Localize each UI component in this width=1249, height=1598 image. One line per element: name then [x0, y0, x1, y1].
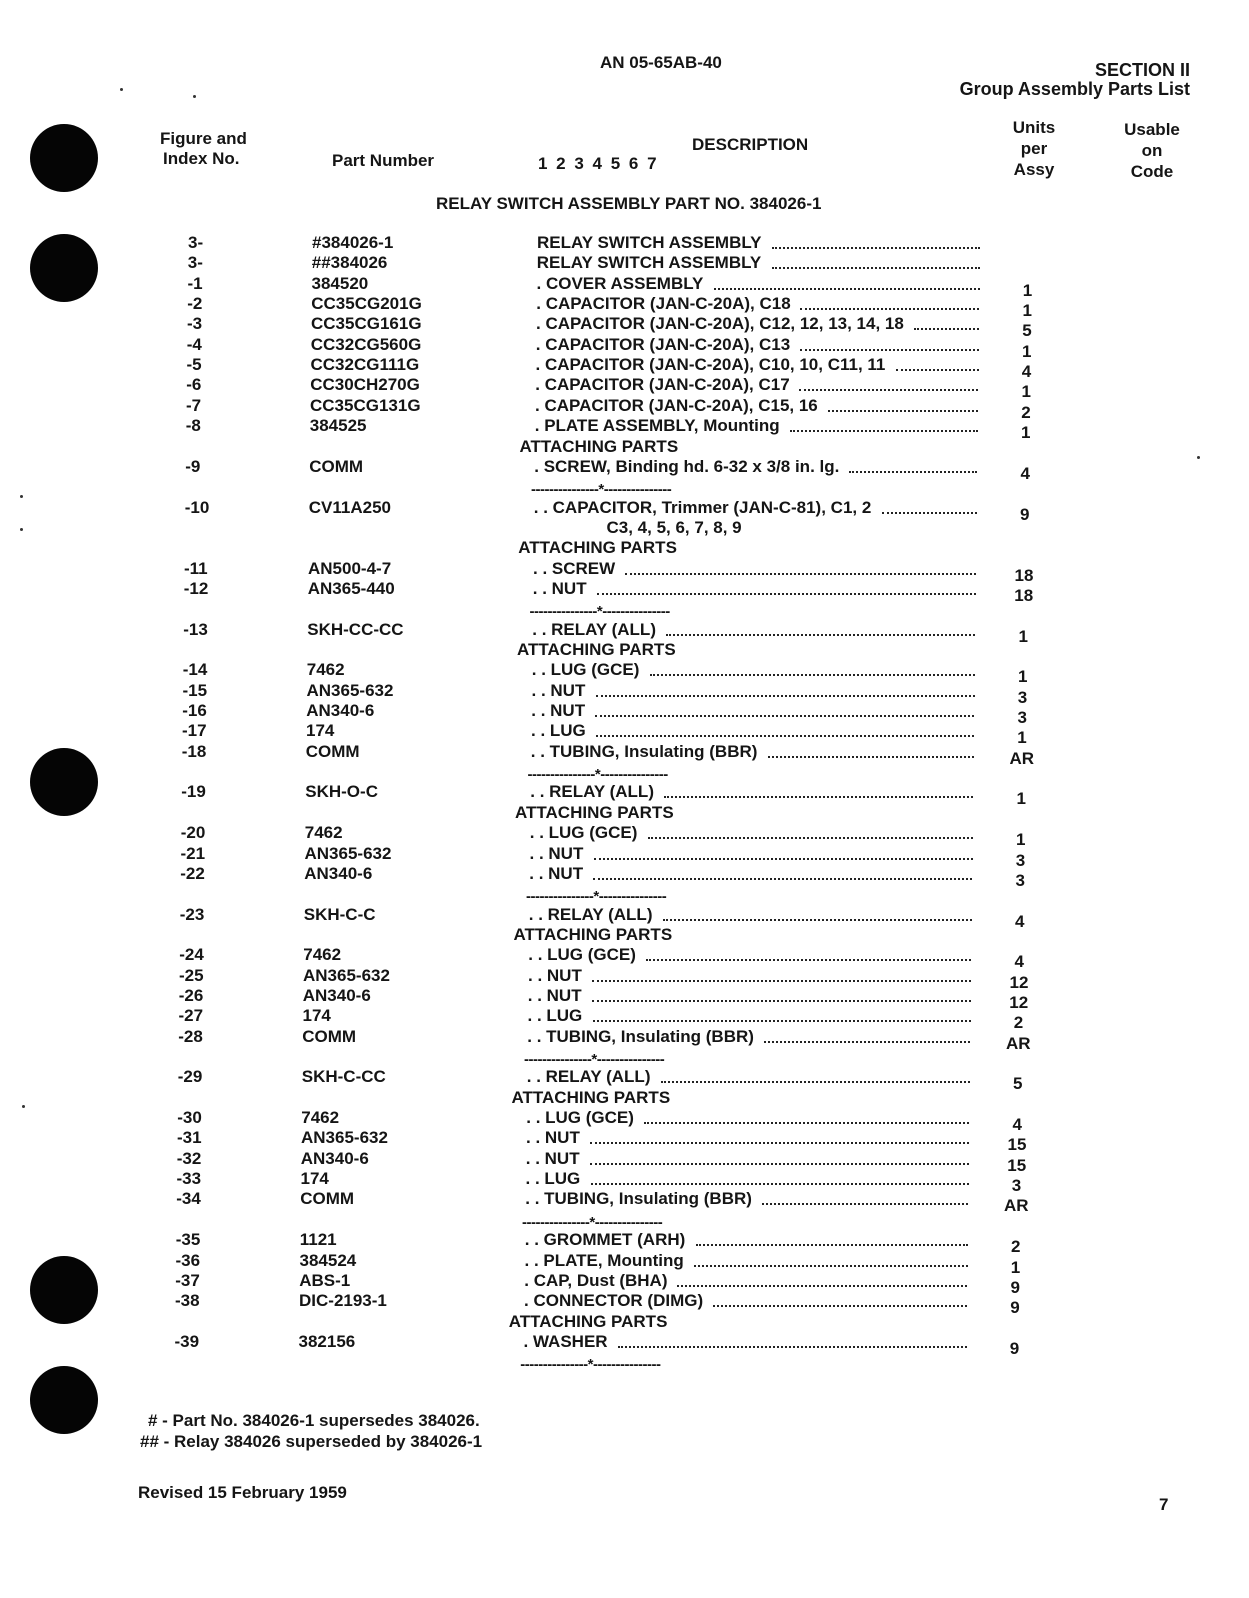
units-per-assy: 1 [1017, 728, 1027, 748]
part-number: ##384026 [311, 253, 388, 273]
figure-index: -5 [186, 355, 202, 375]
units-per-assy: 1 [1021, 423, 1031, 443]
attaching-parts-heading: ATTACHING PARTS [517, 640, 676, 659]
units-per-assy: 2 [1021, 402, 1031, 422]
dot-leader [828, 410, 978, 412]
row-separator: ---------------*--------------- [520, 1356, 661, 1374]
figure-index: 3- [187, 253, 203, 273]
dot-leader [593, 878, 972, 880]
part-number: 384525 [309, 416, 367, 436]
item-description: . CAPACITOR (JAN-C-20A), C18 [536, 294, 791, 314]
figure-index: -26 [178, 985, 204, 1005]
dot-leader [772, 247, 980, 249]
dot-leader [764, 1041, 970, 1043]
units-per-assy: 1 [1018, 667, 1028, 687]
item-description: RELAY SWITCH ASSEMBLY [537, 233, 762, 252]
dot-leader [663, 919, 972, 921]
col-units-line1: Units [1012, 118, 1056, 137]
item-description: . PLATE ASSEMBLY, Mounting [534, 416, 780, 436]
part-number: 7462 [303, 945, 342, 965]
figure-index: -14 [182, 660, 208, 680]
figure-index: -23 [179, 904, 205, 924]
col-figure-index-line1: Figure and [160, 129, 247, 148]
dot-leader [914, 328, 979, 330]
dot-leader [664, 796, 973, 798]
part-number: AN500-4-7 [308, 558, 392, 578]
item-description: . CAPACITOR (JAN-C-20A), C10, 10, C11, 11 [535, 355, 886, 375]
item-description: . . RELAY (ALL) [532, 619, 656, 639]
punch-hole-3 [30, 748, 98, 816]
item-description: . . SCREW [533, 558, 616, 578]
units-per-assy: AR [1003, 1196, 1029, 1216]
dot-leader [597, 593, 976, 595]
dot-leader [593, 1020, 971, 1022]
dot-leader [648, 837, 973, 839]
col-units-line3: Assy [1013, 160, 1055, 179]
part-number: CC32CG560G [310, 334, 422, 354]
figure-index: -21 [180, 843, 206, 863]
dot-leader [594, 858, 973, 860]
figure-index: -28 [178, 1026, 203, 1046]
document-number: AN 05-65AB-40 [600, 53, 722, 72]
units-per-assy: 1 [1022, 341, 1032, 361]
item-description: . . NUT [529, 843, 584, 863]
part-number: COMM [305, 741, 360, 761]
figure-index: -18 [181, 741, 207, 761]
dot-leader [696, 1244, 968, 1246]
units-per-assy: AR [1009, 748, 1035, 768]
part-number: SKH-C-C [303, 904, 376, 924]
figure-index: -12 [183, 578, 209, 598]
item-description: . . LUG (GCE) [526, 1108, 634, 1128]
part-number: CV11A250 [308, 497, 391, 517]
part-number: AN340-6 [306, 701, 375, 721]
figure-index: -31 [177, 1128, 202, 1148]
part-number: 174 [302, 1006, 331, 1026]
figure-index: -6 [186, 375, 202, 395]
figure-index: -25 [179, 965, 204, 985]
units-per-assy: 18 [1014, 585, 1034, 605]
figure-index: -8 [185, 416, 201, 436]
item-description: . . NUT [531, 680, 586, 700]
dot-leader [790, 430, 978, 432]
figure-index: 3- [188, 233, 204, 252]
part-number: AN340-6 [304, 863, 373, 883]
item-description: . CAPACITOR (JAN-C-20A), C17 [535, 375, 790, 395]
item-description: . . NUT [528, 965, 582, 985]
units-per-assy: 4 [1015, 911, 1025, 931]
figure-index: -34 [176, 1189, 201, 1209]
part-number: SKH-CC-CC [307, 619, 404, 639]
figure-index: -38 [175, 1291, 200, 1311]
figure-index: -22 [180, 863, 205, 883]
item-description: . CAP, Dust (BHA) [524, 1270, 668, 1290]
part-number: #384026-1 [312, 233, 394, 252]
figure-index: -37 [175, 1270, 200, 1290]
col-usable-line3: Code [1130, 162, 1174, 181]
units-per-assy: 9 [1010, 1298, 1020, 1318]
item-description: . . LUG (GCE) [531, 660, 640, 680]
item-description: . SCREW, Binding hd. 6-32 x 3/8 in. lg. [534, 456, 840, 476]
assembly-title: RELAY SWITCH ASSEMBLY PART NO. 384026-1 [436, 194, 822, 213]
units-per-assy: 3 [1015, 850, 1026, 870]
scan-speck [120, 88, 123, 91]
part-number: AN365-632 [306, 680, 394, 700]
part-number: CC35CG131G [310, 395, 421, 415]
dot-leader [592, 1000, 971, 1002]
dot-leader [713, 1305, 967, 1307]
units-per-assy: 5 [1013, 1074, 1023, 1094]
units-per-assy: 4 [1012, 1115, 1022, 1135]
item-description: . . NUT [529, 863, 584, 883]
item-description: . . NUT [526, 1128, 580, 1148]
item-description: . . LUG (GCE) [528, 945, 636, 965]
item-description: . . GROMMET (ARH) [524, 1230, 686, 1250]
figure-index: -4 [186, 334, 202, 354]
part-number: 382156 [298, 1331, 356, 1351]
item-description: . WASHER [523, 1331, 608, 1351]
part-number: AN340-6 [302, 985, 371, 1005]
figure-index: -20 [180, 823, 206, 843]
dot-leader [590, 1163, 969, 1165]
figure-index: -15 [182, 680, 208, 700]
units-per-assy: 15 [1007, 1155, 1027, 1175]
dot-leader [772, 267, 980, 269]
item-description: . . LUG (GCE) [529, 823, 638, 843]
row-separator: ---------------*--------------- [526, 888, 667, 906]
units-per-assy: 1 [1016, 830, 1026, 850]
units-per-assy: 9 [1010, 1277, 1020, 1297]
units-per-assy: 4 [1014, 952, 1024, 972]
row-separator: ---------------*--------------- [531, 481, 672, 499]
units-per-assy: 2 [1013, 1013, 1024, 1033]
col-units-line2: per [1020, 139, 1048, 158]
attaching-parts-heading: ATTACHING PARTS [519, 436, 679, 456]
units-per-assy: 3 [1015, 870, 1025, 890]
units-per-assy: 1 [1016, 789, 1026, 809]
item-description: . . LUG [527, 1006, 583, 1026]
section-title: SECTION II [1094, 60, 1190, 80]
col-indent-levels: 1 2 3 4 5 6 7 [538, 154, 657, 173]
units-per-assy: 1 [1021, 382, 1031, 402]
dot-leader [591, 1183, 969, 1185]
units-per-assy: 1 [1022, 301, 1032, 321]
part-number: DIC-2193-1 [299, 1291, 387, 1311]
part-number: SKH-C-CC [301, 1067, 386, 1087]
figure-index: -35 [175, 1230, 201, 1250]
item-description: . CAPACITOR (JAN-C-20A), C12, 12, 13, 14, 18 [536, 314, 904, 334]
scan-speck [20, 528, 23, 531]
item-description: . . RELAY (ALL) [530, 782, 654, 802]
dot-leader [799, 389, 978, 391]
part-number: 1121 [299, 1230, 337, 1250]
units-per-assy: 18 [1014, 565, 1034, 585]
units-per-assy: 1 [1022, 280, 1033, 300]
part-number: AN365-632 [301, 1128, 388, 1148]
dot-leader [896, 369, 979, 371]
item-description: RELAY SWITCH ASSEMBLY [536, 253, 762, 273]
figure-index: -29 [177, 1067, 203, 1087]
col-description: DESCRIPTION [692, 135, 809, 154]
part-number: COMM [300, 1189, 355, 1209]
row-separator: ---------------*--------------- [522, 1213, 663, 1231]
dot-leader [625, 573, 976, 575]
part-number: CC30CH270G [310, 375, 420, 395]
units-per-assy: 3 [1011, 1176, 1022, 1196]
attaching-parts-heading: ATTACHING PARTS [511, 1087, 671, 1107]
item-description: . . RELAY (ALL) [528, 904, 653, 924]
item-description: . . TUBING, Insulating (BBR) [525, 1189, 752, 1209]
item-description: . . NUT [531, 701, 586, 721]
units-per-assy: 3 [1017, 708, 1027, 728]
punch-hole-1 [30, 124, 98, 192]
part-number: CC32CG111G [310, 355, 420, 375]
part-number: COMM [302, 1026, 357, 1046]
item-description: . . NUT [527, 985, 582, 1005]
figure-index: -7 [186, 395, 202, 415]
item-description: . CONNECTOR (DIMG) [524, 1291, 704, 1311]
attaching-parts-heading: ATTACHING PARTS [508, 1311, 668, 1331]
attaching-parts-heading: ATTACHING PARTS [518, 538, 677, 558]
part-number: SKH-O-C [305, 782, 378, 802]
attaching-parts-heading: ATTACHING PARTS [515, 802, 674, 822]
attaching-parts-heading: ATTACHING PARTS [513, 924, 673, 944]
col-part-number: Part Number [332, 151, 435, 170]
col-figure-index-line2: Index No. [163, 149, 240, 168]
units-per-assy: 9 [1020, 504, 1030, 524]
section-subtitle: Group Assembly Parts List [959, 79, 1190, 99]
units-per-assy: 5 [1022, 321, 1032, 341]
part-number: AN365-632 [304, 843, 392, 863]
part-number: 384520 [311, 273, 369, 293]
figure-index: -10 [184, 497, 210, 517]
scan-speck [193, 95, 196, 98]
punch-hole-5 [30, 1366, 98, 1434]
units-per-assy: 1 [1018, 626, 1028, 646]
units-per-assy: AR [1005, 1033, 1031, 1053]
dot-leader [800, 349, 979, 351]
col-usable-line2: on [1141, 141, 1163, 160]
part-number: 384524 [299, 1250, 357, 1270]
part-number: COMM [309, 456, 364, 476]
revision-date: Revised 15 February 1959 [138, 1483, 347, 1502]
dot-leader [800, 308, 979, 310]
units-per-assy: 4 [1021, 362, 1032, 382]
scan-speck [20, 495, 23, 498]
col-usable-line1: Usable [1124, 120, 1180, 139]
footnote-2: ## - Relay 384026 superseded by 384026-1 [140, 1432, 483, 1451]
dot-leader [592, 980, 971, 982]
dot-leader [762, 1203, 968, 1205]
figure-index: -19 [181, 782, 206, 802]
dot-leader [694, 1265, 968, 1267]
figure-index: -30 [177, 1108, 202, 1128]
figure-index: -24 [179, 945, 204, 965]
dot-leader [714, 288, 980, 290]
part-number: 7462 [306, 660, 345, 680]
figure-index: -11 [184, 558, 208, 578]
units-per-assy: 12 [1009, 972, 1029, 992]
figure-index: -1 [187, 273, 203, 293]
dot-leader [677, 1285, 967, 1287]
page-number: 7 [1159, 1495, 1169, 1514]
dot-leader [644, 1122, 969, 1124]
punch-hole-4 [30, 1256, 98, 1324]
row-separator: ---------------*--------------- [529, 603, 670, 621]
dot-leader [596, 695, 975, 697]
item-description: . CAPACITOR (JAN-C-20A), C13 [535, 334, 791, 354]
figure-index: -13 [183, 619, 208, 639]
row-separator: ---------------*--------------- [527, 766, 668, 784]
description-continuation: C3, 4, 5, 6, 7, 8, 9 [606, 517, 742, 537]
part-number: 7462 [304, 823, 343, 843]
figure-index: -3 [187, 314, 203, 334]
item-description: . CAPACITOR (JAN-C-20A), C15, 16 [535, 395, 818, 415]
part-number: CC35CG201G [311, 294, 422, 314]
item-description: . . PLATE, Mounting [524, 1250, 684, 1270]
units-per-assy: 4 [1020, 463, 1030, 483]
dot-leader [882, 512, 977, 514]
dot-leader [650, 674, 975, 676]
item-description: . . CAPACITOR, Trimmer (JAN-C-81), C1, 2 [533, 497, 872, 517]
figure-index: -2 [187, 294, 203, 314]
dot-leader [618, 1346, 967, 1348]
part-number: ABS-1 [299, 1270, 351, 1290]
item-description: . COVER ASSEMBLY [536, 273, 704, 293]
item-description: . . TUBING, Insulating (BBR) [527, 1026, 754, 1046]
scan-speck [22, 1105, 25, 1108]
figure-index: -27 [178, 1006, 204, 1026]
footnote-1: # - Part No. 384026-1 supersedes 384026. [148, 1411, 480, 1430]
figure-index: -39 [174, 1331, 200, 1351]
dot-leader [661, 1081, 970, 1083]
units-per-assy: 15 [1007, 1135, 1027, 1155]
part-number: 174 [300, 1169, 329, 1189]
part-number: CC35CG161G [311, 314, 422, 334]
part-number: 174 [306, 721, 335, 741]
units-per-assy: 1 [1010, 1257, 1021, 1277]
figure-index: -32 [176, 1148, 202, 1168]
units-per-assy: 3 [1017, 687, 1028, 707]
units-per-assy: 2 [1011, 1237, 1021, 1257]
figure-index: -16 [182, 701, 207, 721]
item-description: . . NUT [532, 578, 587, 598]
item-description: . . TUBING, Insulating (BBR) [530, 741, 758, 761]
item-description: . . LUG [531, 721, 586, 741]
dot-leader [596, 735, 974, 737]
item-description: . . RELAY (ALL) [526, 1067, 651, 1087]
punch-hole-2 [30, 234, 98, 302]
dot-leader [646, 959, 971, 961]
part-number: AN365-632 [303, 965, 390, 985]
part-number: AN365-440 [307, 578, 395, 598]
part-number: 7462 [301, 1108, 340, 1128]
row-separator: ---------------*--------------- [524, 1051, 665, 1068]
units-per-assy: 12 [1009, 992, 1029, 1012]
figure-index: -36 [175, 1250, 201, 1270]
dot-leader [590, 1142, 969, 1144]
dot-leader [768, 756, 974, 758]
units-per-assy: 9 [1009, 1338, 1020, 1358]
dot-leader [595, 715, 974, 717]
figure-index: -17 [182, 721, 207, 741]
dot-leader [849, 471, 977, 473]
item-description: . . LUG [525, 1169, 581, 1189]
figure-index: -33 [176, 1169, 202, 1189]
dot-leader [666, 634, 975, 636]
part-number: AN340-6 [300, 1148, 369, 1168]
item-description: . . NUT [525, 1148, 580, 1168]
scan-speck [1197, 456, 1200, 459]
figure-index: -9 [185, 456, 201, 476]
